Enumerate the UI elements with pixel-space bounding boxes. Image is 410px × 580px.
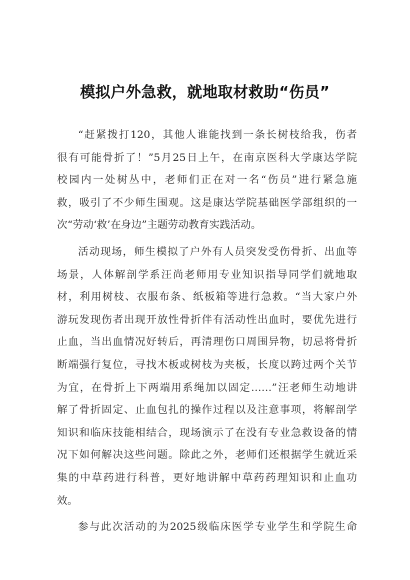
paragraph-line: 断端强行复位，寻找木板或树枝为夹板，长度以跨过两个关节 — [57, 358, 357, 371]
paragraph-line: 参与此次活动的为2025级临床医学专业学生和学院生命 — [78, 521, 357, 534]
paragraph-line: 材，利用树枝、衣服布条、纸板箱等进行急救。“当大家户外 — [57, 291, 357, 304]
paragraph-line: 校园内一处树丛中，老师们正在对一名“伤员”进行紧急施 — [57, 174, 357, 187]
paragraph-line: 很有可能骨折了！”5月25日上午，在南京医科大学康达学院 — [57, 151, 357, 164]
paragraph-line: 游玩发现伤者出现开放性骨折伴有活动性出血时，要优先进行 — [57, 313, 357, 326]
paragraph-line: 活动现场，师生模拟了户外有人员突发受伤骨折、出血等 — [78, 245, 357, 258]
paragraph-2 — [57, 241, 357, 512]
article-title: 模拟户外急救，就地取材救助“伤员” — [80, 83, 330, 101]
paragraph-line: 场景，人体解剖学系汪尚老师用专业知识指导同学们就地取 — [57, 268, 357, 281]
paragraph-line: 次“劳动‘救’在身边”主题劳动教育实践活动。 — [57, 219, 262, 232]
paragraph-line: 况下如何解决这些问题。除此之外，老师们还根据学生就近采 — [57, 449, 357, 462]
paragraph-line: 解了骨折固定、止血包扎的操作过程以及注意事项，将解剖学 — [57, 404, 357, 417]
paragraph-1 — [57, 124, 357, 237]
paragraph-line: 止血，当出血情况好转后，再清理伤口周围异物，切忌将骨折 — [57, 336, 357, 349]
paragraph-line: 为宜，在骨折上下两端用系绳加以固定……”汪老师生动地讲 — [57, 381, 357, 394]
paragraph-3 — [57, 516, 357, 539]
paragraph-line: 效。 — [57, 494, 78, 507]
paragraph-line: “赶紧拨打120，其他人谁能找到一条长树枝给我，伤者 — [78, 129, 357, 141]
paragraph-line: 集的中草药进行科普，更好地讲解中草药药理知识和止血功 — [57, 471, 357, 484]
article-body — [57, 124, 357, 543]
paragraph-line: 救，吸引了不少师生围观。这是康达学院基础医学部组织的一 — [57, 196, 357, 209]
paragraph-line: 知识和临床技能相结合，现场演示了在没有专业急救设备的情 — [57, 426, 357, 439]
